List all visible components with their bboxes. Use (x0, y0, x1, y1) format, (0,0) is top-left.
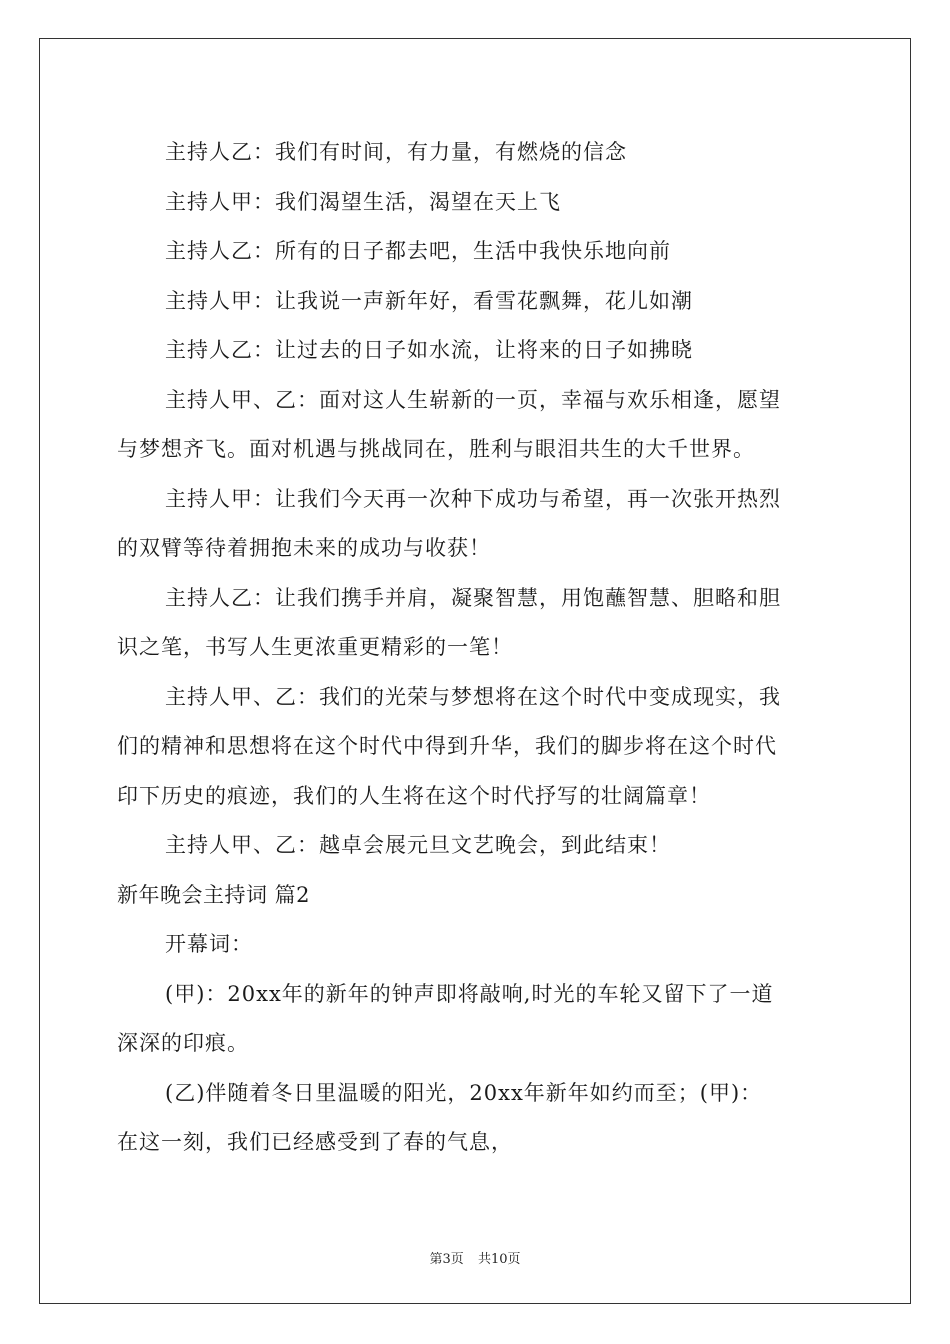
paragraph-line: (乙)伴随着冬日里温暖的阳光，20xx年新年如约而至；(甲)： (165, 1080, 763, 1105)
paragraph-line: 主持人乙：让过去的日子如水流，让将来的日子如拂晓 (165, 338, 693, 362)
section-heading: 新年晚会主持词 篇2 (117, 882, 311, 907)
paragraph-line: 深深的印痕。 (117, 1031, 249, 1055)
paragraph-line: 主持人甲、乙：越卓会展元旦文艺晚会，到此结束！ (165, 833, 671, 857)
paragraph-line: 在这一刻，我们已经感受到了春的气息， (117, 1130, 513, 1154)
page-footer (0, 1248, 950, 1267)
page-total: 共10页 (477, 1252, 521, 1267)
paragraph-line: 主持人甲、乙：我们的光荣与梦想将在这个时代中变成现实，我 (165, 684, 781, 709)
paragraph-line: 主持人甲：让我说一声新年好，看雪花飘舞，花儿如潮 (165, 288, 693, 313)
paragraph-line: 主持人乙：让我们携手并肩，凝聚智慧，用饱蘸智慧、胆略和胆 (165, 585, 781, 610)
paragraph-line: 主持人甲：让我们今天再一次种下成功与希望，再一次张开热烈 (165, 486, 781, 511)
paragraph-line: 主持人乙：我们有时间，有力量，有燃烧的信念 (165, 140, 627, 164)
paragraph-line: (甲)：20xx年的新年的钟声即将敲响,时光的车轮又留下了一道 (165, 981, 774, 1006)
paragraph-line: 主持人乙：所有的日子都去吧，生活中我快乐地向前 (165, 239, 671, 263)
paragraph-line: 开幕词： (165, 932, 253, 956)
paragraph-line: 主持人甲：我们渴望生活，渴望在天上飞 (165, 189, 561, 214)
paragraph-line: 与梦想齐飞。面对机遇与挑战同在，胜利与眼泪共生的大千世界。 (117, 437, 755, 461)
page-number: 第3页 (429, 1252, 464, 1267)
paragraph-line: 们的精神和思想将在这个时代中得到升华，我们的脚步将在这个时代 (117, 734, 777, 758)
document-body (117, 128, 833, 1168)
paragraph-line: 印下历史的痕迹，我们的人生将在这个时代抒写的壮阔篇章！ (117, 783, 711, 808)
paragraph-line: 的双臂等待着拥抱未来的成功与收获！ (117, 536, 491, 560)
paragraph-line: 识之笔，书写人生更浓重更精彩的一笔！ (117, 635, 513, 659)
paragraph-line: 主持人甲、乙：面对这人生崭新的一页，幸福与欢乐相逢，愿望 (165, 387, 781, 412)
